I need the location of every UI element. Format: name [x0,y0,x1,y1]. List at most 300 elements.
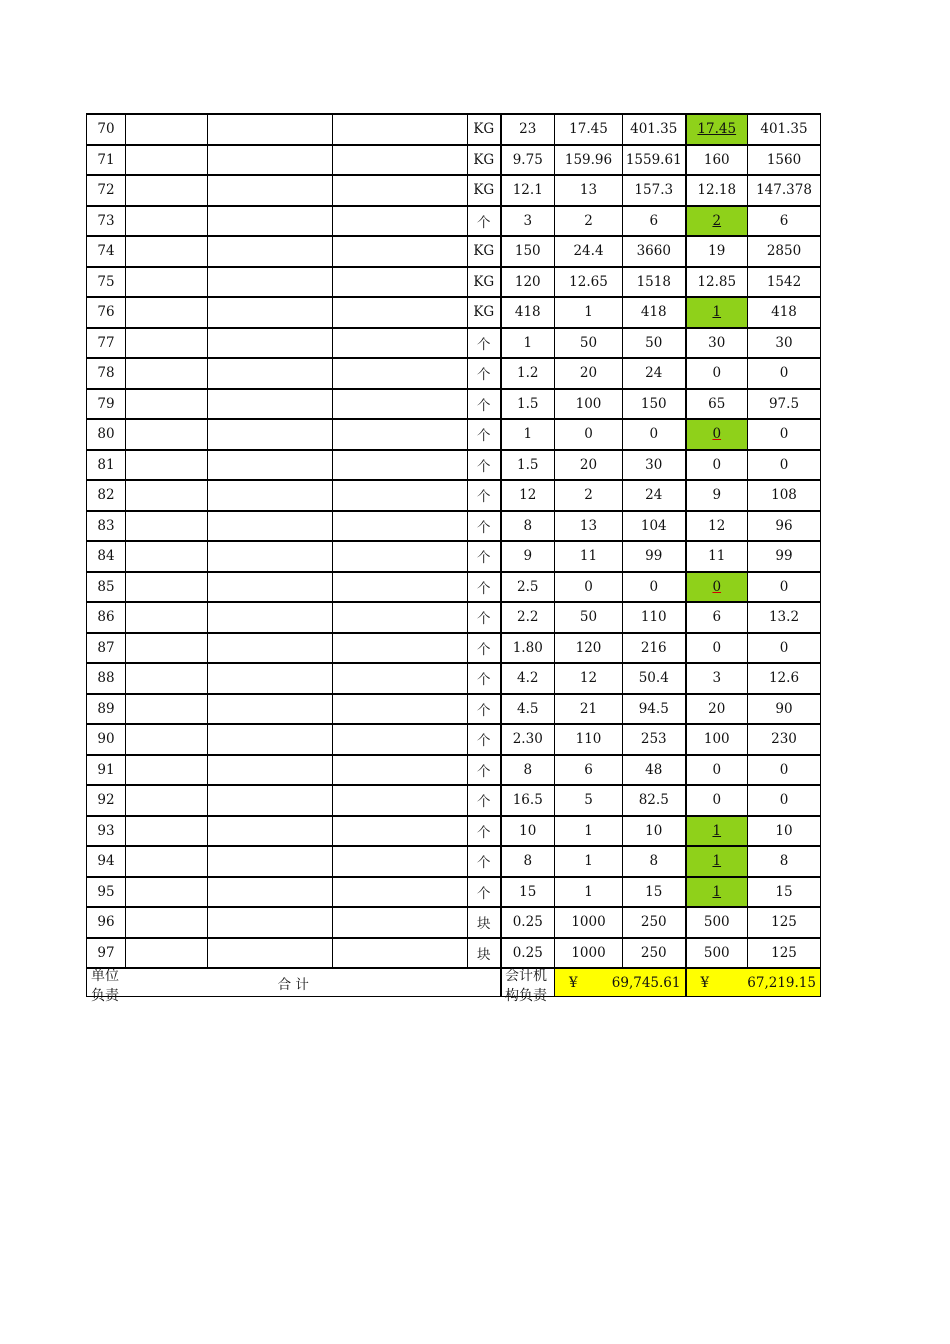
name-cell[interactable] [126,846,208,877]
model-cell[interactable] [333,480,468,511]
name-cell[interactable] [126,694,208,725]
unit-cell[interactable]: KG [468,114,501,145]
table-row [87,206,821,237]
row-number-cell[interactable]: 87 [87,633,126,664]
audited-price-cell[interactable]: 12.85 [686,267,748,298]
quantity-cell[interactable]: 8 [501,846,555,877]
model-cell[interactable] [333,389,468,420]
amount-cell[interactable]: 401.35 [623,114,686,145]
audited-amount-cell[interactable]: 0 [748,419,821,450]
unit-cell[interactable]: 个 [468,755,501,786]
price-cell[interactable]: 1 [555,846,623,877]
audited-price-cell[interactable]: 0 [686,450,748,481]
model-cell[interactable] [333,816,468,847]
model-cell[interactable] [333,755,468,786]
name-cell[interactable] [126,450,208,481]
audited-price-cell[interactable]: 12.18 [686,175,748,206]
name-cell[interactable] [126,877,208,908]
audited-price-cell[interactable]: 0 [686,633,748,664]
price-cell[interactable]: 13 [555,175,623,206]
model-cell[interactable] [333,602,468,633]
quantity-cell[interactable]: 8 [501,755,555,786]
audited-price-cell[interactable]: 9 [686,480,748,511]
name-cell[interactable] [126,633,208,664]
model-cell[interactable] [333,694,468,725]
price-cell[interactable]: 12 [555,663,623,694]
unit-cell[interactable]: 个 [468,633,501,664]
name-cell[interactable] [126,724,208,755]
row-number-cell[interactable]: 73 [87,206,126,237]
spec-cell[interactable] [208,877,333,908]
audited-price-cell[interactable]: 65 [686,389,748,420]
price-cell[interactable]: 5 [555,785,623,816]
price-cell[interactable]: 11 [555,541,623,572]
name-cell[interactable] [126,755,208,786]
amount-cell[interactable]: 10 [623,816,686,847]
audited-amount-cell[interactable]: 125 [748,907,821,938]
amount-cell[interactable]: 48 [623,755,686,786]
row-number-cell[interactable]: 88 [87,663,126,694]
name-cell[interactable] [126,602,208,633]
quantity-cell[interactable]: 12.1 [501,175,555,206]
spec-cell[interactable] [208,785,333,816]
row-number-cell[interactable]: 97 [87,938,126,969]
audited-price-cell[interactable]: 0 [686,572,748,603]
quantity-cell[interactable]: 9.75 [501,145,555,176]
row-number-cell[interactable]: 75 [87,267,126,298]
model-cell[interactable] [333,175,468,206]
amount-cell[interactable]: 110 [623,602,686,633]
audited-amount-cell[interactable]: 90 [748,694,821,725]
row-number-cell[interactable]: 72 [87,175,126,206]
spec-cell[interactable] [208,328,333,359]
row-number-cell[interactable]: 96 [87,907,126,938]
spec-cell[interactable] [208,602,333,633]
spec-cell[interactable] [208,907,333,938]
audited-amount-cell[interactable]: 30 [748,328,821,359]
amount-cell[interactable]: 418 [623,297,686,328]
amount-cell[interactable]: 3660 [623,236,686,267]
row-number-cell[interactable]: 94 [87,846,126,877]
quantity-cell[interactable]: 150 [501,236,555,267]
price-cell[interactable]: 12.65 [555,267,623,298]
price-cell[interactable]: 1 [555,297,623,328]
unit-cell[interactable]: 个 [468,602,501,633]
row-number-cell[interactable]: 91 [87,755,126,786]
amount-cell[interactable]: 0 [623,419,686,450]
row-number-cell[interactable]: 76 [87,297,126,328]
table-row [87,511,821,542]
spec-cell[interactable] [208,511,333,542]
table-row [87,236,821,267]
audited-price-cell[interactable]: 0 [686,358,748,389]
audited-price-cell[interactable]: 6 [686,602,748,633]
unit-cell[interactable]: 个 [468,480,501,511]
row-number-cell[interactable]: 83 [87,511,126,542]
audited-price-cell[interactable]: 19 [686,236,748,267]
table-row [87,328,821,359]
table-row [87,541,821,572]
row-number-cell[interactable]: 80 [87,419,126,450]
amount-cell[interactable]: 1559.61 [623,145,686,176]
spec-cell[interactable] [208,846,333,877]
quantity-cell[interactable]: 12 [501,480,555,511]
model-cell[interactable] [333,114,468,145]
price-cell[interactable]: 120 [555,633,623,664]
amount-cell[interactable]: 150 [623,389,686,420]
unit-cell[interactable]: 个 [468,358,501,389]
price-cell[interactable]: 2 [555,480,623,511]
row-number-cell[interactable]: 82 [87,480,126,511]
name-cell[interactable] [126,236,208,267]
spec-cell[interactable] [208,633,333,664]
unit-cell[interactable]: 个 [468,816,501,847]
spec-cell[interactable] [208,816,333,847]
name-cell[interactable] [126,114,208,145]
row-number-cell[interactable]: 90 [87,724,126,755]
price-cell[interactable]: 1 [555,877,623,908]
model-cell[interactable] [333,846,468,877]
unit-cell[interactable]: 块 [468,907,501,938]
amount-cell[interactable]: 6 [623,206,686,237]
unit-cell[interactable]: 个 [468,846,501,877]
spec-cell[interactable] [208,145,333,176]
quantity-cell[interactable]: 2.30 [501,724,555,755]
unit-cell[interactable]: 个 [468,511,501,542]
amount-cell[interactable]: 8 [623,846,686,877]
audited-price-cell[interactable]: 12 [686,511,748,542]
audited-amount-cell[interactable]: 15 [748,877,821,908]
quantity-cell[interactable]: 0.25 [501,907,555,938]
price-cell[interactable]: 1000 [555,938,623,969]
amount-cell[interactable]: 82.5 [623,785,686,816]
spec-cell[interactable] [208,419,333,450]
total-amount-2[interactable] [686,968,821,997]
amount-cell[interactable]: 50.4 [623,663,686,694]
price-cell[interactable]: 2 [555,206,623,237]
amount-cell[interactable]: 104 [623,511,686,542]
model-cell[interactable] [333,328,468,359]
price-cell[interactable]: 20 [555,450,623,481]
unit-cell[interactable]: 个 [468,206,501,237]
audited-price-cell[interactable]: 0 [686,755,748,786]
price-cell[interactable]: 21 [555,694,623,725]
spec-cell[interactable] [208,236,333,267]
table-row [87,267,821,298]
price-cell[interactable]: 110 [555,724,623,755]
audited-amount-cell[interactable]: 1542 [748,267,821,298]
quantity-cell[interactable]: 3 [501,206,555,237]
quantity-cell[interactable]: 1.5 [501,389,555,420]
price-cell[interactable]: 159.96 [555,145,623,176]
unit-cell[interactable]: 个 [468,572,501,603]
quantity-cell[interactable]: 23 [501,114,555,145]
spec-cell[interactable] [208,541,333,572]
row-number-cell[interactable]: 70 [87,114,126,145]
row-number-cell[interactable]: 81 [87,450,126,481]
name-cell[interactable] [126,907,208,938]
row-number-cell[interactable]: 86 [87,602,126,633]
unit-cell[interactable]: 个 [468,328,501,359]
amount-cell[interactable]: 94.5 [623,694,686,725]
footer-unit-head [91,966,119,1006]
audited-amount-cell[interactable]: 0 [748,785,821,816]
quantity-cell[interactable]: 4.2 [501,663,555,694]
audited-price-cell[interactable]: 30 [686,328,748,359]
price-cell[interactable]: 100 [555,389,623,420]
audited-price-cell[interactable]: 500 [686,938,748,969]
model-cell[interactable] [333,785,468,816]
quantity-cell[interactable]: 8 [501,511,555,542]
spec-cell[interactable] [208,724,333,755]
price-cell[interactable]: 20 [555,358,623,389]
audited-price-cell[interactable]: 0 [686,419,748,450]
audited-price-cell[interactable]: 100 [686,724,748,755]
quantity-cell[interactable]: 1.2 [501,358,555,389]
model-cell[interactable] [333,358,468,389]
audited-amount-cell[interactable]: 0 [748,572,821,603]
name-cell[interactable] [126,663,208,694]
table-row [87,816,821,847]
amount-cell[interactable]: 253 [623,724,686,755]
row-number-cell[interactable]: 74 [87,236,126,267]
price-cell[interactable]: 13 [555,511,623,542]
unit-cell[interactable]: 个 [468,663,501,694]
model-cell[interactable] [333,663,468,694]
name-cell[interactable] [126,206,208,237]
unit-cell[interactable]: 个 [468,724,501,755]
audited-amount-cell[interactable]: 108 [748,480,821,511]
audited-amount-cell[interactable]: 0 [748,450,821,481]
name-cell[interactable] [126,175,208,206]
row-number-cell[interactable]: 84 [87,541,126,572]
quantity-cell[interactable]: 120 [501,267,555,298]
unit-cell[interactable]: 个 [468,541,501,572]
model-cell[interactable] [333,877,468,908]
unit-cell[interactable]: 个 [468,419,501,450]
quantity-cell[interactable]: 1 [501,328,555,359]
audited-amount-cell[interactable]: 99 [748,541,821,572]
name-cell[interactable] [126,938,208,969]
unit-cell[interactable]: 个 [468,694,501,725]
quantity-cell[interactable]: 9 [501,541,555,572]
name-cell[interactable] [126,541,208,572]
spec-cell[interactable] [208,358,333,389]
name-cell[interactable] [126,389,208,420]
model-cell[interactable] [333,938,468,969]
row-number-cell[interactable]: 85 [87,572,126,603]
price-cell[interactable]: 50 [555,602,623,633]
spec-cell[interactable] [208,389,333,420]
audited-price-cell[interactable]: 17.45 [686,114,748,145]
audited-price-cell[interactable]: 0 [686,785,748,816]
unit-cell[interactable]: 个 [468,389,501,420]
total-amount-1[interactable] [555,968,686,997]
spec-cell[interactable] [208,572,333,603]
amount-cell[interactable]: 24 [623,480,686,511]
table-row [87,450,821,481]
quantity-cell[interactable]: 1 [501,419,555,450]
audited-amount-cell[interactable]: 10 [748,816,821,847]
audited-amount-cell[interactable]: 96 [748,511,821,542]
unit-cell[interactable]: 个 [468,785,501,816]
name-cell[interactable] [126,816,208,847]
audited-price-cell[interactable]: 500 [686,907,748,938]
spec-cell[interactable] [208,480,333,511]
spec-cell[interactable] [208,694,333,725]
audited-price-cell[interactable]: 1 [686,846,748,877]
price-cell[interactable]: 1 [555,816,623,847]
row-number-cell[interactable]: 71 [87,145,126,176]
name-cell[interactable] [126,328,208,359]
unit-cell[interactable]: 个 [468,450,501,481]
name-cell[interactable] [126,480,208,511]
model-cell[interactable] [333,297,468,328]
total-amount-2-value: 67,219.15 [747,974,816,991]
quantity-cell[interactable]: 15 [501,877,555,908]
name-cell[interactable] [126,511,208,542]
audited-amount-cell[interactable]: 0 [748,358,821,389]
price-cell[interactable]: 0 [555,419,623,450]
name-cell[interactable] [126,572,208,603]
model-cell[interactable] [333,511,468,542]
amount-cell[interactable]: 250 [623,907,686,938]
quantity-cell[interactable]: 4.5 [501,694,555,725]
name-cell[interactable] [126,785,208,816]
amount-cell[interactable]: 99 [623,541,686,572]
table-row [87,480,821,511]
quantity-cell[interactable]: 2.5 [501,572,555,603]
amount-cell[interactable]: 30 [623,450,686,481]
model-cell[interactable] [333,236,468,267]
price-cell[interactable]: 50 [555,328,623,359]
amount-cell[interactable]: 216 [623,633,686,664]
spec-cell[interactable] [208,206,333,237]
price-cell[interactable]: 0 [555,572,623,603]
spec-cell[interactable] [208,663,333,694]
detail-table [86,113,821,997]
audited-price-cell[interactable]: 20 [686,694,748,725]
audited-amount-cell[interactable]: 13.2 [748,602,821,633]
audited-amount-cell[interactable]: 418 [748,297,821,328]
audited-price-cell[interactable]: 160 [686,145,748,176]
audited-price-cell[interactable]: 1 [686,877,748,908]
unit-cell[interactable]: KG [468,236,501,267]
table-row [87,419,821,450]
model-cell[interactable] [333,633,468,664]
model-cell[interactable] [333,450,468,481]
audited-price-cell[interactable]: 11 [686,541,748,572]
unit-cell[interactable]: 块 [468,938,501,969]
table-body [87,114,821,968]
name-cell[interactable] [126,419,208,450]
spec-cell[interactable] [208,450,333,481]
table-row [87,145,821,176]
amount-cell[interactable]: 0 [623,572,686,603]
quantity-cell[interactable]: 10 [501,816,555,847]
unit-cell[interactable]: 个 [468,877,501,908]
row-number-cell[interactable]: 79 [87,389,126,420]
currency-symbol: ¥ [569,974,578,991]
audited-amount-cell[interactable]: 125 [748,938,821,969]
price-cell[interactable]: 6 [555,755,623,786]
audited-price-cell[interactable]: 3 [686,663,748,694]
name-cell[interactable] [126,358,208,389]
audited-amount-cell[interactable]: 6 [748,206,821,237]
audited-amount-cell[interactable]: 230 [748,724,821,755]
audited-amount-cell[interactable]: 0 [748,755,821,786]
model-cell[interactable] [333,724,468,755]
audited-price-cell[interactable]: 2 [686,206,748,237]
price-cell[interactable]: 1000 [555,907,623,938]
unit-cell[interactable]: KG [468,145,501,176]
spec-cell[interactable] [208,938,333,969]
spec-cell[interactable] [208,267,333,298]
audited-price-cell[interactable]: 1 [686,297,748,328]
audited-amount-cell[interactable]: 1560 [748,145,821,176]
amount-cell[interactable]: 1518 [623,267,686,298]
price-cell[interactable]: 24.4 [555,236,623,267]
model-cell[interactable] [333,541,468,572]
amount-cell[interactable]: 50 [623,328,686,359]
model-cell[interactable] [333,419,468,450]
audited-amount-cell[interactable]: 2850 [748,236,821,267]
model-cell[interactable] [333,267,468,298]
row-number-cell[interactable]: 78 [87,358,126,389]
audited-amount-cell[interactable]: 12.6 [748,663,821,694]
spec-cell[interactable] [208,755,333,786]
row-number-cell[interactable]: 92 [87,785,126,816]
audited-price-cell[interactable]: 1 [686,816,748,847]
name-cell[interactable] [126,267,208,298]
amount-cell[interactable]: 250 [623,938,686,969]
name-cell[interactable] [126,297,208,328]
quantity-cell[interactable]: 418 [501,297,555,328]
name-cell[interactable] [126,145,208,176]
spec-cell[interactable] [208,297,333,328]
audited-amount-cell[interactable]: 8 [748,846,821,877]
amount-cell[interactable]: 24 [623,358,686,389]
row-number-cell[interactable]: 89 [87,694,126,725]
model-cell[interactable] [333,206,468,237]
row-number-cell[interactable]: 77 [87,328,126,359]
quantity-cell[interactable]: 16.5 [501,785,555,816]
audited-amount-cell[interactable]: 147.378 [748,175,821,206]
quantity-cell[interactable]: 2.2 [501,602,555,633]
table-row [87,358,821,389]
unit-cell[interactable]: KG [468,175,501,206]
unit-cell[interactable]: KG [468,267,501,298]
unit-cell[interactable]: KG [468,297,501,328]
model-cell[interactable] [333,145,468,176]
model-cell[interactable] [333,572,468,603]
spec-cell[interactable] [208,114,333,145]
amount-cell[interactable]: 157.3 [623,175,686,206]
quantity-cell[interactable]: 0.25 [501,938,555,969]
row-number-cell[interactable]: 93 [87,816,126,847]
spec-cell[interactable] [208,175,333,206]
row-number-cell[interactable]: 95 [87,877,126,908]
audited-amount-cell[interactable]: 401.35 [748,114,821,145]
quantity-cell[interactable]: 1.80 [501,633,555,664]
audited-amount-cell[interactable]: 97.5 [748,389,821,420]
quantity-cell[interactable]: 1.5 [501,450,555,481]
amount-cell[interactable]: 15 [623,877,686,908]
audited-amount-cell[interactable]: 0 [748,633,821,664]
price-cell[interactable]: 17.45 [555,114,623,145]
table-row [87,175,821,206]
model-cell[interactable] [333,907,468,938]
